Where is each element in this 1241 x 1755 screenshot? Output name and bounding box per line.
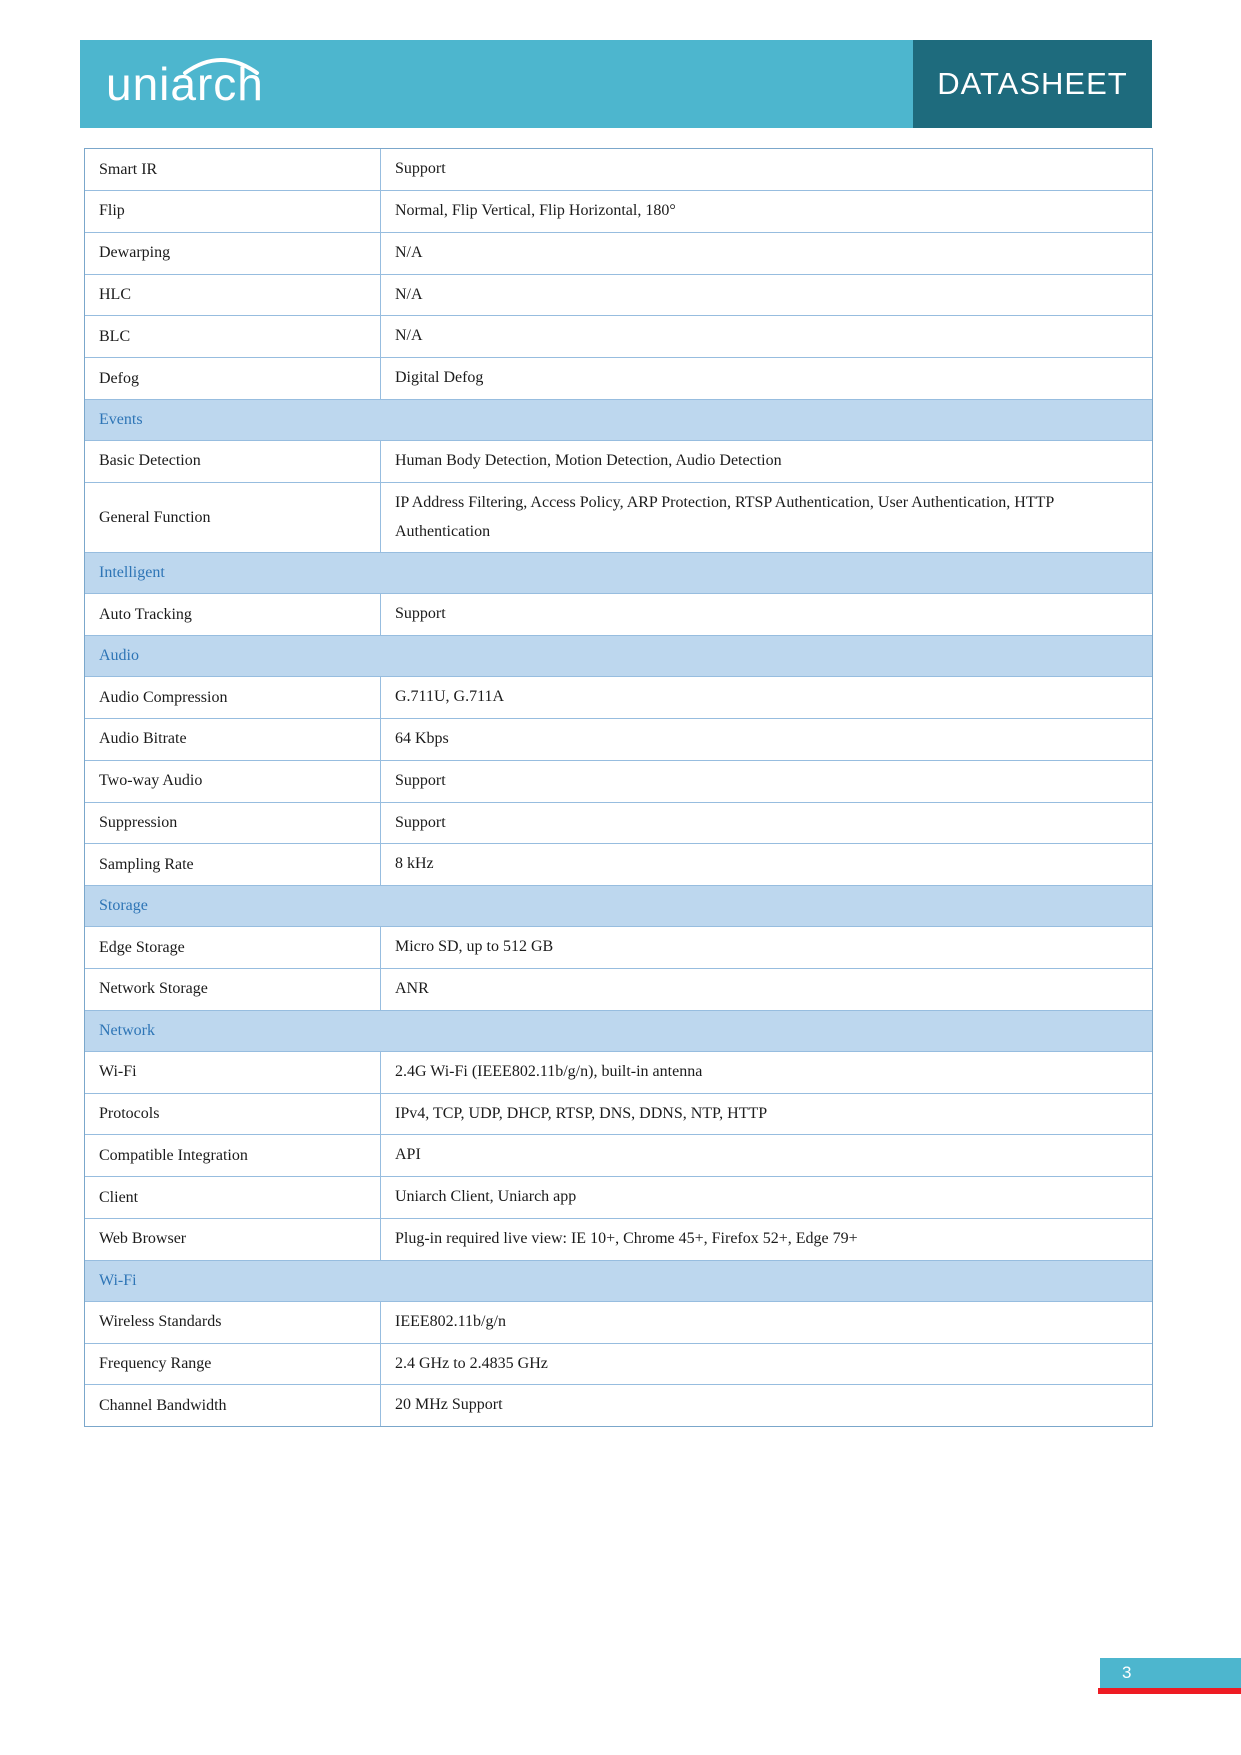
spec-value: N/A [395, 243, 423, 261]
page-header [80, 40, 1152, 128]
spec-row [85, 1301, 1152, 1343]
spec-label: Protocols [85, 1094, 381, 1135]
spec-value: 20 MHz Support [395, 1396, 503, 1414]
section-header-row [85, 885, 1152, 926]
spec-label: Sampling Rate [85, 844, 381, 885]
spec-value: N/A [395, 327, 423, 345]
spec-label: Frequency Range [85, 1344, 381, 1385]
spec-row [85, 315, 1152, 357]
spec-value: IPv4, TCP, UDP, DHCP, RTSP, DNS, DDNS, NTP, HTTP [395, 1104, 768, 1122]
spec-label: Web Browser [85, 1219, 381, 1260]
spec-row [85, 1093, 1152, 1135]
spec-value: 2.4 GHz to 2.4835 GHz [395, 1354, 548, 1372]
spec-value: ANR [395, 979, 429, 997]
spec-value: 64 Kbps [395, 729, 449, 747]
section-title: Audio [99, 647, 139, 665]
spec-value: Digital Defog [395, 369, 484, 387]
spec-value: Plug-in required live view: IE 10+, Chrome 45+, Firefox 52+, Edge 79+ [395, 1229, 858, 1247]
spec-row [85, 802, 1152, 844]
spec-row [85, 357, 1152, 399]
spec-label: Flip [85, 191, 381, 232]
spec-value: Support [395, 771, 446, 789]
spec-label: Basic Detection [85, 441, 381, 482]
spec-label: Audio Compression [85, 677, 381, 718]
spec-value: IP Address Filtering, Access Policy, ARP Protection, RTSP Authentication, User Authentication, HTTP Authentication [395, 493, 1054, 540]
spec-label: Two-way Audio [85, 761, 381, 802]
spec-row [85, 482, 1152, 553]
section-title: Wi-Fi [99, 1271, 137, 1289]
section-header-row [85, 399, 1152, 440]
spec-label: Network Storage [85, 969, 381, 1010]
spec-label: Auto Tracking [85, 594, 381, 635]
spec-row [85, 440, 1152, 482]
spec-row [85, 1051, 1152, 1093]
page-number-badge [1100, 1658, 1241, 1688]
logo-text: uniarch [106, 58, 264, 110]
section-header-row [85, 552, 1152, 593]
spec-row [85, 968, 1152, 1010]
spec-value: Support [395, 813, 446, 831]
spec-value: Micro SD, up to 512 GB [395, 938, 554, 956]
spec-label: Edge Storage [85, 927, 381, 968]
page-badge-underline [1098, 1688, 1241, 1694]
spec-label: Channel Bandwidth [85, 1385, 381, 1426]
section-header-row [85, 1010, 1152, 1051]
spec-label: Suppression [85, 803, 381, 844]
datasheet-badge [913, 40, 1152, 128]
spec-row [85, 718, 1152, 760]
uniarch-logo [106, 58, 264, 110]
spec-label: Client [85, 1177, 381, 1218]
spec-value: IEEE802.11b/g/n [395, 1312, 506, 1330]
spec-row [85, 760, 1152, 802]
spec-table [84, 148, 1153, 1427]
spec-value: Human Body Detection, Motion Detection, Audio Detection [395, 451, 782, 469]
spec-row [85, 593, 1152, 635]
section-title: Network [99, 1021, 155, 1039]
spec-row [85, 149, 1152, 190]
spec-row [85, 1384, 1152, 1426]
section-header-row [85, 635, 1152, 676]
spec-row [85, 1134, 1152, 1176]
spec-row [85, 843, 1152, 885]
spec-row [85, 1343, 1152, 1385]
spec-row [85, 926, 1152, 968]
spec-value: Uniarch Client, Uniarch app [395, 1188, 577, 1206]
section-title: Events [99, 410, 143, 428]
spec-value: 8 kHz [395, 855, 434, 873]
spec-row [85, 1218, 1152, 1260]
spec-value: Normal, Flip Vertical, Flip Horizontal, 180° [395, 202, 676, 219]
spec-label: Defog [85, 358, 381, 399]
spec-value: Support [395, 605, 446, 623]
spec-label: General Function [85, 483, 381, 553]
spec-row [85, 1176, 1152, 1218]
uniarch-logo-band [80, 40, 913, 128]
spec-value: 2.4G Wi-Fi (IEEE802.11b/g/n), built-in antenna [395, 1062, 703, 1080]
spec-label: BLC [85, 316, 381, 357]
section-title: Storage [99, 897, 148, 915]
spec-label: Wireless Standards [85, 1302, 381, 1343]
section-header-row [85, 1260, 1152, 1301]
spec-value: Support [395, 160, 446, 178]
section-title: Intelligent [99, 564, 165, 582]
page-number: 3 [1122, 1663, 1132, 1682]
spec-row [85, 190, 1152, 232]
spec-label: Smart IR [85, 149, 381, 190]
spec-label: Compatible Integration [85, 1135, 381, 1176]
datasheet-badge-label: DATASHEET [937, 66, 1128, 101]
spec-row [85, 676, 1152, 718]
spec-label: Wi-Fi [85, 1052, 381, 1093]
spec-value: N/A [395, 285, 423, 303]
spec-label: HLC [85, 275, 381, 316]
spec-label: Dewarping [85, 233, 381, 274]
spec-label: Audio Bitrate [85, 719, 381, 760]
spec-value: API [395, 1146, 421, 1164]
spec-value: G.711U, G.711A [395, 688, 505, 706]
spec-row [85, 274, 1152, 316]
spec-row [85, 232, 1152, 274]
